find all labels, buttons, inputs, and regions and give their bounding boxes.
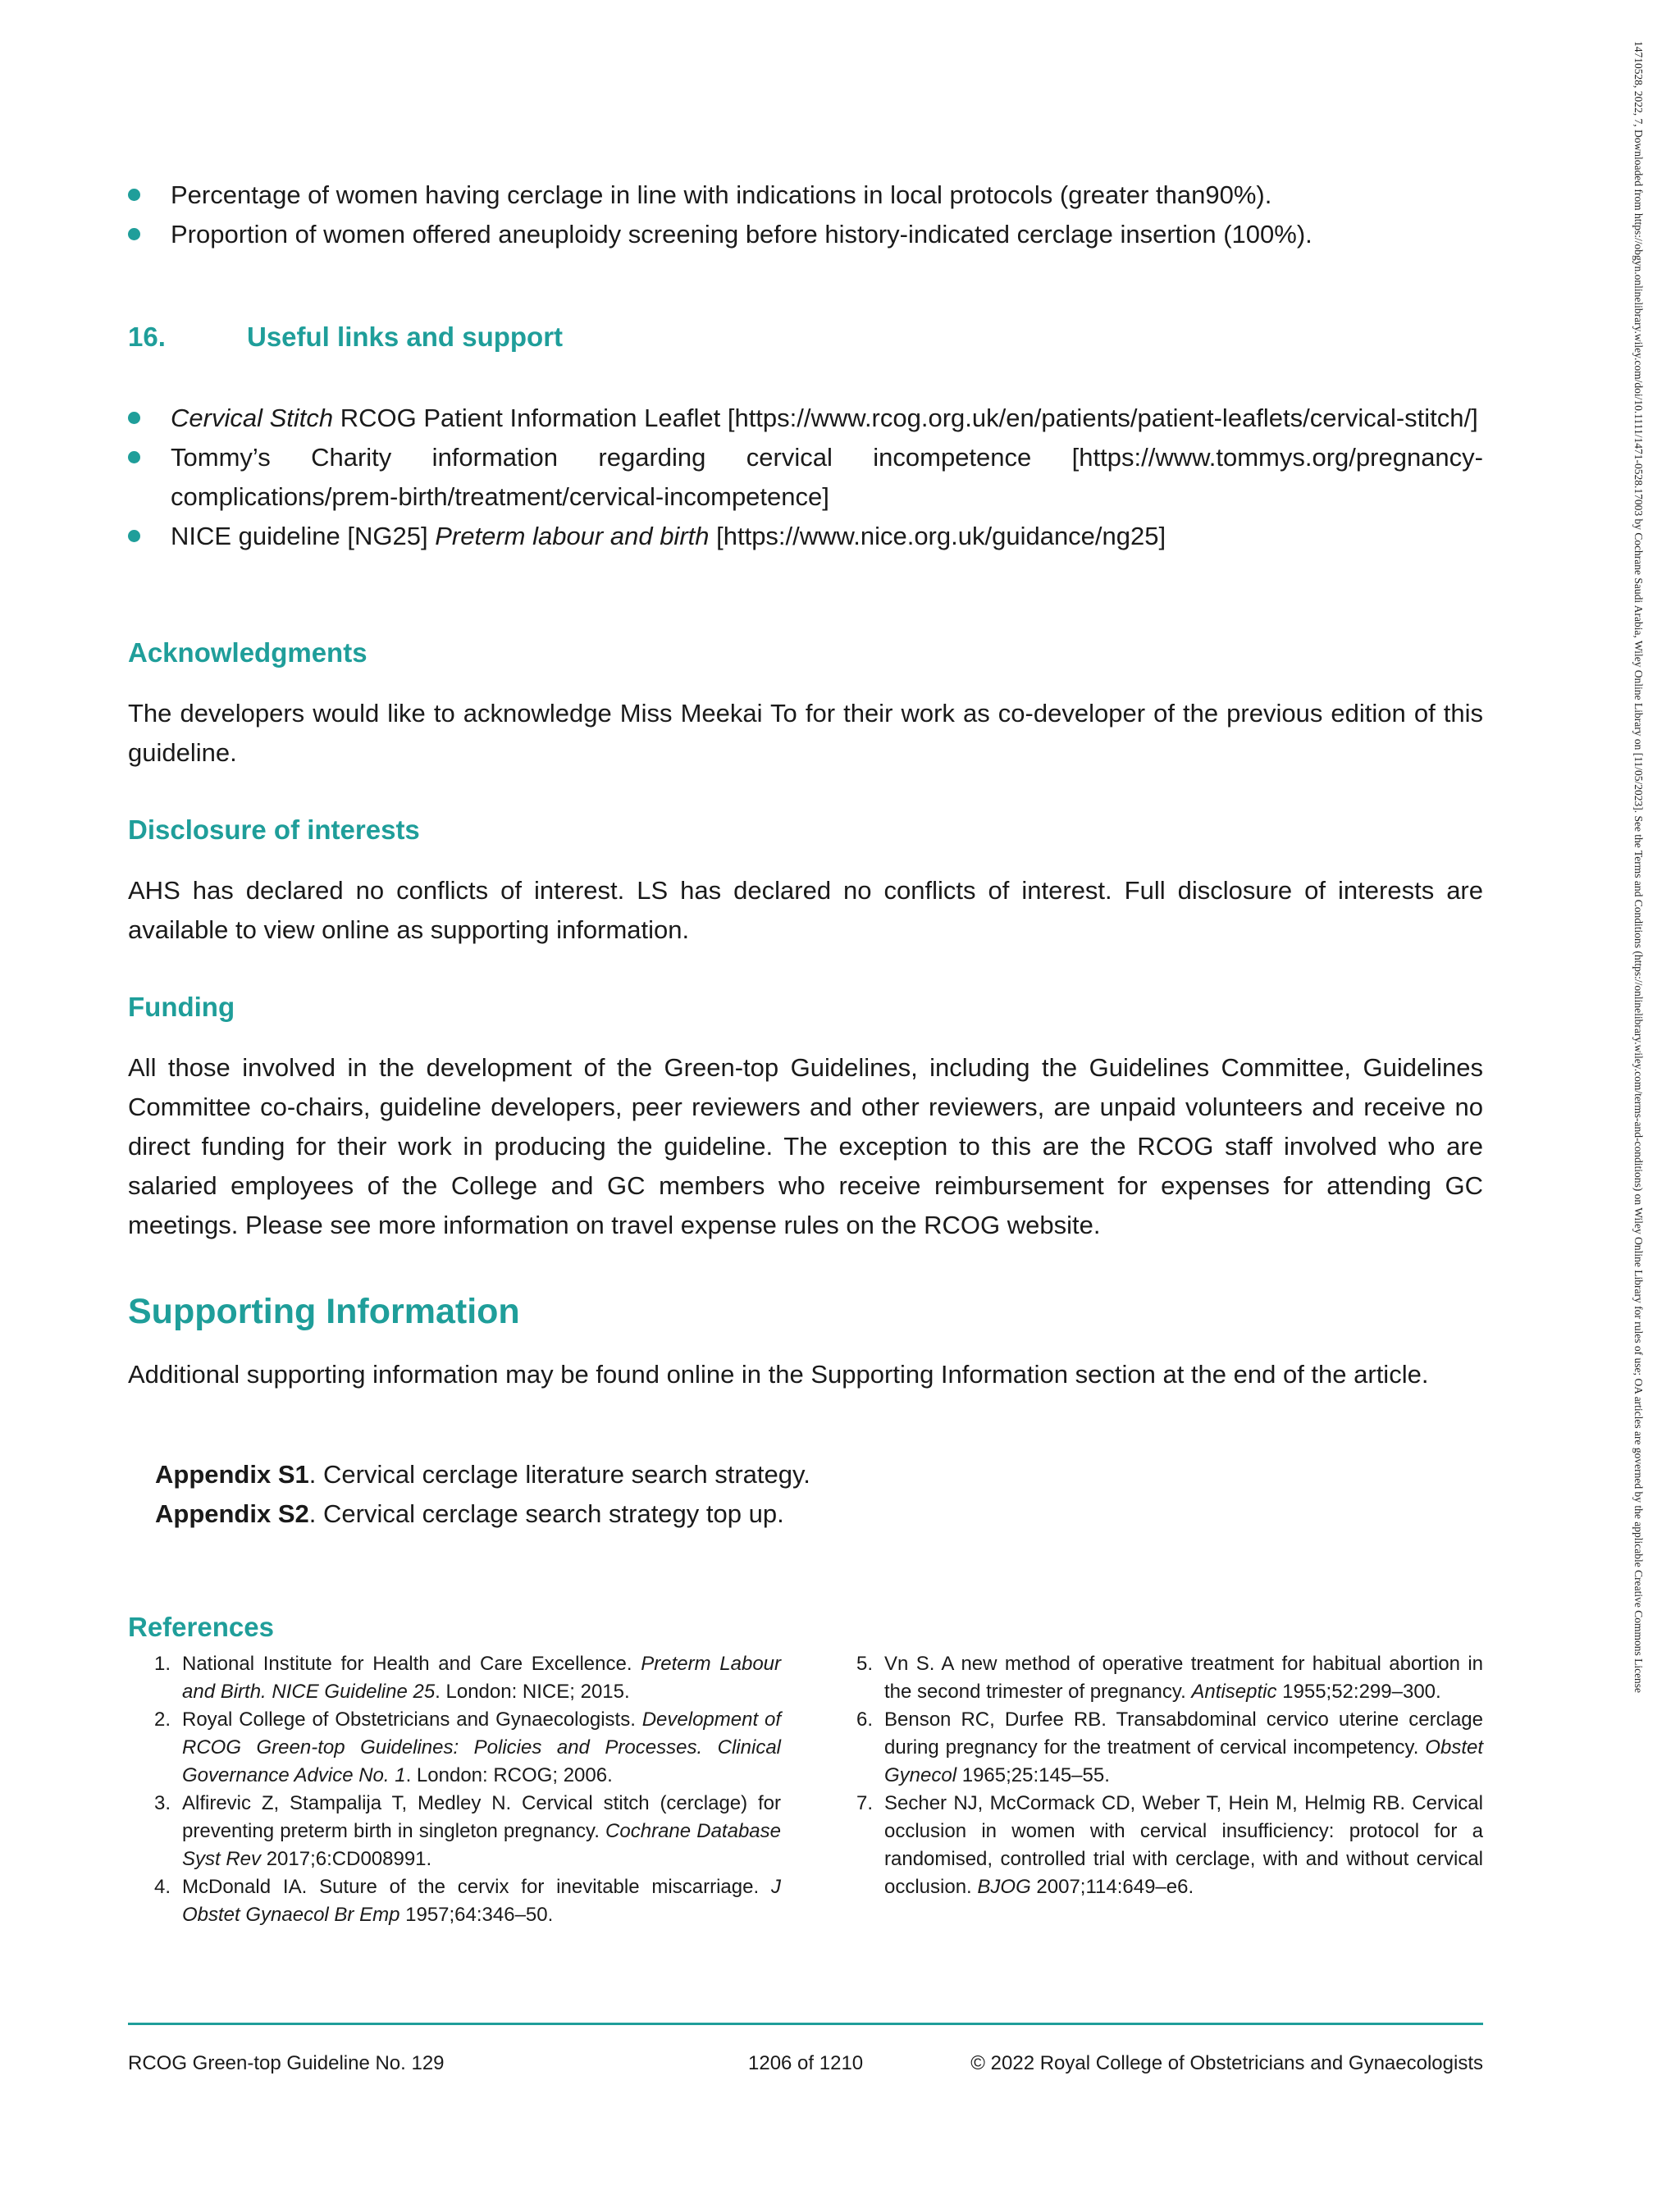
footer-divider [128,2023,1483,2025]
section-heading-funding: Funding [128,992,235,1022]
funding-text: All those involved in the development of the Green-top Guidelines, including the Guidelines Committee, Guidelines Committee co-chairs, guideline developers, peer reviewers and other reviewers, are unpaid volunteers and receive no direct funding for their work in producing the guideline. The exception to this are the RCOG staff involved who are salaried employees of the College and GC members who receive reimbursement for expenses for attending GC meetings. Please see more information on travel expense rules on the RCOG website. [128,1053,1483,1239]
audit-bullets [128,176,1483,254]
footer-page-number: 1206 of 1210 [748,2052,864,2074]
link-item[interactable]: Tommy’s Charity information regarding cervical incompetence [https://www.tommys.org/pregnancy-complications/prem-birth/treatment/cervical-incompetence] [128,438,1483,517]
references-column-right [830,1650,1483,1929]
download-notice: 14710528, 2022, 7, Downloaded from https://obgyn.onlinelibrary.wiley.com/doi/10.1111/1471-0528.17003 by Cochrane Saudi Arabia, Wiley Online Library on [11/05/2023]. See the Terms and Conditions (https://onlinelibrary.wiley.com/terms-and-conditions) on Wiley Online Library for rules of use; OA articles are governed by the applicable Creative Commons License [1632,41,1645,1694]
section-heading-acknowledgments: Acknowledgments [128,637,368,668]
list-item: Proportion of women offered aneuploidy screening before history-indicated cerclage insertion (100%). [128,215,1483,254]
bullet-icon [128,228,140,240]
appendix-item[interactable]: Appendix S1. Cervical cerclage literature search strategy. [155,1460,810,1489]
bullet-icon [128,451,140,463]
link-item[interactable]: Cervical Stitch RCOG Patient Information Leaflet [https://www.rcog.org.uk/en/patients/patient-leaflets/cervical-stitch/] [128,399,1483,438]
reference-item: 2. Royal College of Obstetricians and Gynaecologists. Development of RCOG Green-top Guidelines: Policies and Processes. Clinical Governance Advice No. 1. London: RCOG; 2006. [153,1708,781,1786]
list-item: Percentage of women having cerclage in line with indications in local protocols (greater than90%). [128,176,1483,215]
reference-item: 6. Benson RC, Durfee RB. Transabdominal cervico uterine cerclage during pregnancy for the treatment of cervical incompetency. Obstet Gynecol 1965;25:145–55. [856,1708,1483,1786]
section-heading-useful-links: 16. Useful links and support [128,322,564,352]
references-column-left [128,1650,781,1929]
reference-item: 3. Alfirevic Z, Stampalija T, Medley N. Cervical stitch (cerclage) for preventing preterm birth in singleton pregnancy. Cochrane Database Syst Rev 2017;6:CD008991. [153,1792,781,1870]
reference-item: 5. Vn S. A new method of operative treatment for habitual abortion in the second trimester of pregnancy. Antiseptic 1955;52:299–300. [856,1653,1483,1703]
reference-item: 1. National Institute for Health and Care Excellence. Preterm Labour and Birth. NICE Guideline 25. London: NICE; 2015. [153,1653,782,1703]
acknowledgments-text: The developers would like to acknowledge Miss Meekai To for their work as co-developer of the previous edition of this guideline. [128,699,1483,767]
reference-item: 4. McDonald IA. Suture of the cervix for inevitable miscarriage. J Obstet Gynaecol Br Emp 1957;64:346–50. [153,1876,781,1926]
bullet-icon [128,530,140,542]
bullet-icon [128,412,140,424]
supporting-information-text: Additional supporting information may be found online in the Supporting Information section at the end of the article. [128,1360,1429,1389]
section-heading-references: References [128,1612,274,1642]
section-heading-disclosure: Disclosure of interests [128,814,420,845]
footer-copyright: © 2022 Royal College of Obstetricians and Gynaecologists [970,2052,1483,2074]
useful-links-list [128,399,1483,556]
references-list [128,1650,1483,1929]
appendix-list [155,1455,810,1534]
appendix-item[interactable]: Appendix S2. Cervical cerclage search strategy top up. [155,1499,784,1528]
supporting-information-title: Supporting Information [128,1292,520,1331]
link-item[interactable]: NICE guideline [NG25] Preterm labour and birth [https://www.nice.org.uk/guidance/ng25] [128,517,1483,556]
bullet-icon [128,189,140,201]
disclosure-text: AHS has declared no conflicts of interest. LS has declared no conflicts of interest. Full disclosure of interests are available to view online as supporting information. [128,876,1483,944]
reference-item: 7. Secher NJ, McCormack CD, Weber T, Hein M, Helmig RB. Cervical occlusion in women with cervical insufficiency: protocol for a randomised, controlled trial with cerclage, with and without cervical occlusion. BJOG 2007;114:649–e6. [856,1792,1483,1898]
footer-guideline: RCOG Green-top Guideline No. 129 [128,2052,445,2074]
